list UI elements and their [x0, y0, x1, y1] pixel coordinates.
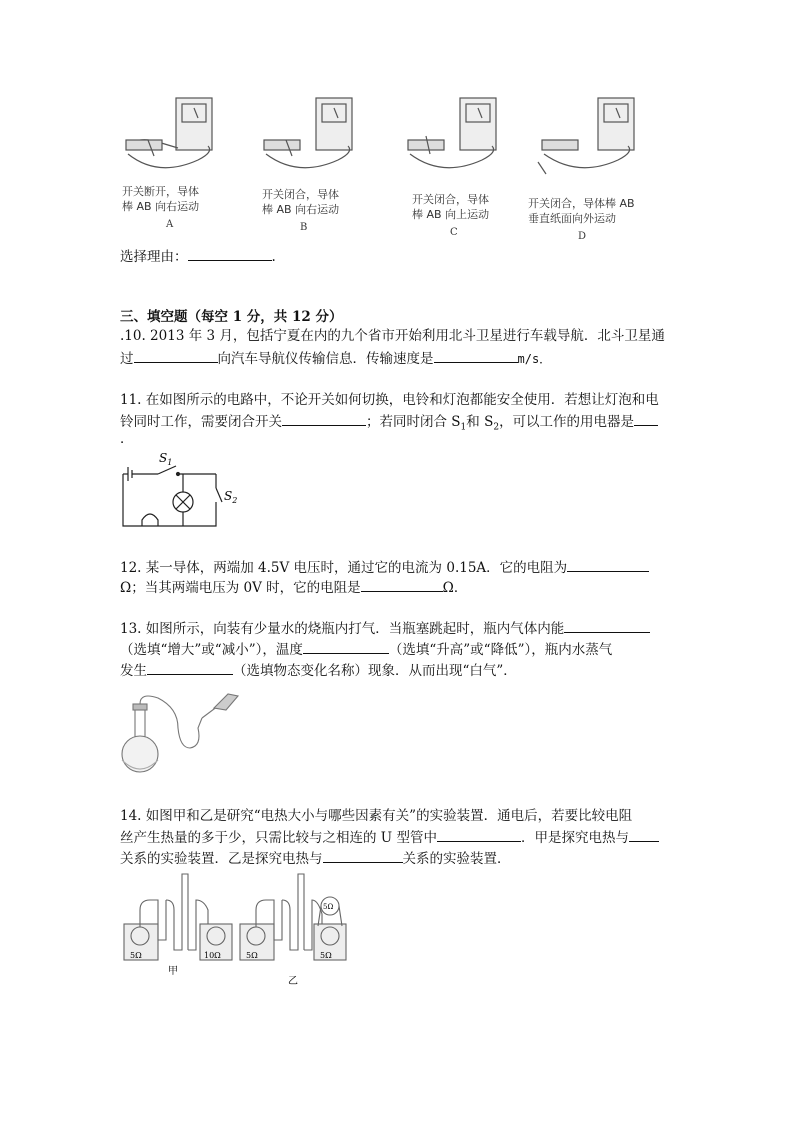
label-d: D [578, 231, 587, 242]
reason-line [120, 246, 276, 266]
q14-line2 [120, 827, 659, 847]
q10-blank1[interactable] [134, 348, 218, 363]
q10-blank2[interactable] [434, 348, 518, 363]
q13-text-c: （选填“升高”或“降低”），瓶内水蒸气 [388, 642, 613, 658]
q11-line1: 11. 在如图所示的电路中，不论开关如何切换，电铃和灯泡都能安全使用．若想让灯泡和电 [120, 392, 659, 408]
q14-r1-label: 5Ω [130, 951, 142, 960]
caption-c-line2: 棒 AB 向上运动 [412, 208, 490, 221]
q12-text-b: Ω；当其两端电压为 0V 时，它的电阻是 [120, 580, 361, 596]
q13-blank2[interactable] [303, 639, 389, 654]
q11-line3: ． [120, 431, 134, 447]
q14-utube-figure [118, 870, 368, 990]
q14-jia-label: 甲 [168, 966, 178, 977]
q11-sub2: 2 [493, 422, 500, 433]
q10-text-a: 过 [120, 351, 134, 367]
caption-d-line2: 垂直纸面向外运动 [528, 212, 616, 225]
reason-end: . [271, 249, 276, 265]
reason-blank[interactable] [188, 246, 272, 261]
q13-text-b: （选填“增大”或“减小”），温度 [120, 642, 303, 658]
q11-text-a: 铃同时工作，需要闭合开关 [120, 414, 282, 430]
caption-d-line1: 开关闭合，导体棒 AB [528, 197, 635, 210]
q13-line3 [120, 660, 517, 680]
q11-blank2[interactable] [634, 411, 658, 426]
q10-line2 [120, 348, 551, 368]
section3-title: 三、填空题（每空 1 分，共 12 分） [120, 309, 343, 325]
caption-d [528, 196, 635, 226]
q11-text-d: ，可以工作的用电器是 [499, 414, 635, 430]
q12-blank2[interactable] [361, 577, 443, 592]
q13-blank1[interactable] [564, 618, 650, 633]
q11-text-c: 和 S [466, 414, 494, 430]
q14-r5-label: 5Ω [323, 903, 334, 911]
q10-text-c: m/s． [517, 352, 552, 366]
q11-blank1[interactable] [282, 411, 366, 426]
reason-label: 选择理由： [120, 249, 188, 265]
caption-c [412, 192, 489, 222]
label-c: C [450, 227, 458, 238]
q13-blank3[interactable] [147, 660, 233, 675]
q12-text-a: 12. 某一导体，两端加 4.5V 电压时，通过它的电流为 0.15A．它的电阻为 [120, 560, 568, 576]
caption-b-line1: 开关闭合，导体 [262, 188, 339, 201]
q14-text-a: 丝产生热量的多于少，只需比较与之相连的 U 型管中 [120, 830, 437, 846]
caption-b [262, 187, 339, 217]
q13-flask-figure [118, 688, 242, 778]
label-b: B [300, 222, 308, 233]
caption-b-line2: 棒 AB 向右运动 [262, 203, 340, 216]
q14-text-b: ．甲是探究电热与 [520, 830, 629, 846]
q13-text-e: （选填物态变化名称）现象．从而出现“白气”． [233, 663, 517, 679]
q14-line1: 14. 如图甲和乙是研究“电热大小与哪些因素有关”的实验装置．通电后，若要比较电阻 [120, 808, 633, 824]
q12-blank1[interactable] [567, 557, 649, 572]
q11-sub1: 1 [460, 422, 467, 433]
caption-a-line2: 棒 AB 向右运动 [122, 200, 200, 213]
q12-line2 [120, 577, 467, 597]
q14-blank1[interactable] [437, 827, 521, 842]
q10-text-b: 向汽车导航仪传输信息．传输速度是 [217, 351, 434, 367]
q11-circuit [118, 452, 248, 532]
q10-line1: .10. 2013 年 3 月，包括宁夏在内的九个省市开始利用北斗卫星进行车载导航．北斗卫星通 [120, 328, 665, 344]
q14-blank2[interactable] [629, 827, 659, 842]
label-a: A [166, 219, 174, 230]
q14-r3-label: 5Ω [246, 951, 258, 960]
q14-r2-label: 10Ω [204, 951, 221, 960]
q12-text-c: Ω． [442, 580, 468, 596]
caption-c-line1: 开关闭合，导体 [412, 193, 489, 206]
q14-text-c: 关系的实验装置．乙是探究电热与 [120, 851, 323, 867]
q13-text-a: 13. 如图所示，向装有少量水的烧瓶内打气．当瓶塞跳起时，瓶内气体内能 [120, 621, 565, 637]
caption-a [122, 184, 199, 214]
q13-line2 [120, 639, 612, 659]
q14-blank3[interactable] [323, 848, 403, 863]
q14-text-d: 关系的实验装置． [402, 851, 511, 867]
q12-line1 [120, 557, 649, 577]
q11-line2 [120, 411, 658, 437]
q13-text-d: 发生 [120, 663, 147, 679]
s2-label: $S_2$ [224, 489, 238, 505]
caption-a-line1: 开关断开，导体 [122, 185, 199, 198]
q11-text-b: ；若同时闭合 S [366, 414, 461, 430]
q13-line1 [120, 618, 650, 638]
s1-label: $S_1$ [159, 452, 173, 467]
q14-yi-label: 乙 [288, 976, 298, 987]
q14-r4-label: 5Ω [320, 951, 332, 960]
q14-line3 [120, 848, 511, 868]
